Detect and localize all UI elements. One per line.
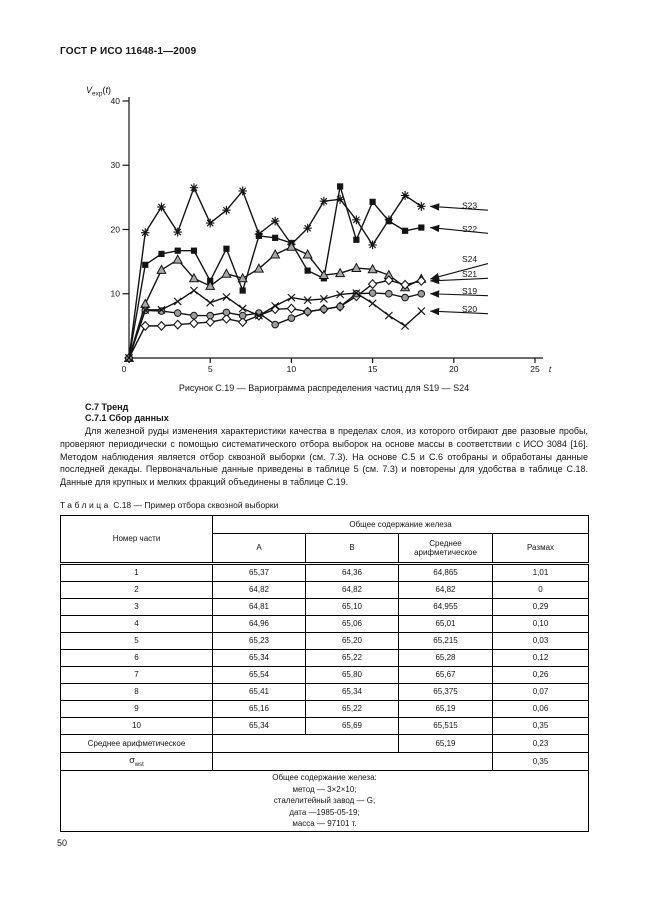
axis-labels: [86, 85, 552, 374]
circle-marker: [369, 290, 376, 297]
cell-value: 65,34: [213, 649, 306, 666]
cell-value: 65,01: [399, 615, 493, 632]
footer-mean-label: Среднее арифметическое: [61, 734, 213, 752]
table-caption: [60, 500, 588, 510]
series-label-S20: [430, 304, 488, 314]
cell-value: 65,375: [399, 683, 493, 700]
x-tick-label: 5: [207, 364, 213, 374]
circle-marker: [304, 308, 311, 315]
header-mean: Среднее арифметическое: [399, 533, 493, 563]
label-arrow: [430, 294, 488, 296]
table-footer-sigma-row: [61, 752, 589, 770]
asterisk-marker: [368, 241, 376, 250]
square-marker: [418, 224, 424, 230]
table-row: [61, 700, 589, 717]
header-part-number: Номер части: [61, 515, 213, 563]
series-label-text: S21: [462, 268, 478, 279]
triangle-marker: [222, 269, 231, 277]
cell-part-number: 10: [61, 717, 213, 734]
cell-part-number: 7: [61, 666, 213, 683]
footer-mean-value: 65,19: [399, 734, 493, 752]
diamond-marker: [369, 280, 377, 289]
circle-marker: [239, 312, 246, 319]
label-arrow: [430, 264, 488, 279]
circle-marker: [223, 309, 230, 316]
x-marker: [369, 300, 376, 307]
square-marker: [240, 287, 246, 293]
x-marker: [207, 299, 214, 306]
cell-value: 65,34: [213, 717, 306, 734]
asterisk-marker: [271, 217, 279, 226]
table-row: [61, 632, 589, 649]
series-line: [129, 280, 421, 358]
cell-value: 64,82: [306, 581, 399, 598]
cell-value: 65,16: [213, 700, 306, 717]
cell-part-number: 4: [61, 615, 213, 632]
cell-value: 64,96: [213, 615, 306, 632]
y-axis-title: $V_{exp}(t)$: [86, 85, 112, 98]
cell-value: 65,28: [399, 649, 493, 666]
x-tick-label: 20: [449, 364, 459, 374]
y-tick-label: 40: [110, 95, 120, 106]
page-number: 50: [57, 837, 68, 848]
x-tick-label: 0: [121, 364, 127, 374]
asterisk-marker: [174, 228, 182, 237]
circle-marker: [418, 290, 425, 297]
square-marker: [158, 251, 164, 257]
diamond-marker: [157, 322, 165, 331]
circle-marker: [386, 290, 393, 297]
asterisk-marker: [238, 187, 246, 196]
series-S21: [125, 276, 425, 362]
cell-value: 65,80: [306, 666, 399, 683]
cell-value: 0,35: [493, 717, 589, 734]
x-marker: [385, 312, 392, 319]
square-marker: [353, 237, 359, 243]
table-row: [61, 615, 589, 632]
table-note-line: Общее содержание железа:: [272, 772, 377, 782]
sigma-symbol: $\sigma_{wst}$: [129, 755, 144, 768]
square-marker: [386, 218, 392, 224]
cell-part-number: 5: [61, 632, 213, 649]
square-marker: [370, 199, 376, 205]
cell-value: 0: [493, 581, 589, 598]
asterisk-marker: [303, 224, 311, 233]
diamond-marker: [174, 320, 182, 329]
cell-value: 64,82: [399, 581, 493, 598]
square-marker: [256, 233, 262, 239]
triangle-marker: [303, 250, 312, 258]
cell-value: 65,23: [213, 632, 306, 649]
series-label-S24: [430, 254, 488, 279]
cell-part-number: 2: [61, 581, 213, 598]
cell-value: 65,41: [213, 683, 306, 700]
circle-marker: [174, 310, 181, 317]
y-tick-label: 20: [110, 224, 120, 235]
footer-sigma-range: 0,35: [493, 752, 589, 770]
cell-value: 65,37: [213, 563, 306, 581]
x-marker: [239, 305, 246, 312]
triangle-marker: [173, 255, 182, 263]
x-tick-label: 15: [367, 364, 378, 374]
label-arrow: [430, 206, 488, 210]
asterisk-marker: [190, 183, 198, 192]
footer-empty-ab: [213, 734, 399, 752]
body-paragraph: Для железной руды изменения характеристики качества в пределах слоя, из которого отбирают две разовые пробы, проверяют периодически с помощью систематического отбора выборок на основе массы в соответствии с ИСО 3084 [16]. Методом наблюдения является отбор сквозной выборки (см. 7.3). На основе С.5 и С.6 отобраны и обработаны данные последней декады. Первоначальные данные приведены в таблице 5 (см. 7.3) и повторены для удобства в таблице С.18. Данные для крупных и мелких фракций объединены в таблице С.19.: [60, 426, 588, 488]
circle-marker: [402, 294, 409, 301]
table-note-line: масса — 97101 т.: [292, 819, 357, 829]
square-marker: [142, 262, 148, 268]
cell-part-number: 1: [61, 563, 213, 581]
circle-marker: [321, 306, 328, 313]
cell-part-number: 8: [61, 683, 213, 700]
cell-value: 65,06: [306, 615, 399, 632]
cell-value: 65,10: [306, 598, 399, 615]
cell-value: 64,82: [213, 581, 306, 598]
diamond-marker: [190, 319, 198, 328]
cell-value: 65,20: [306, 632, 399, 649]
series-label-text: S24: [462, 254, 478, 265]
series-label-text: S22: [462, 223, 478, 234]
square-marker: [223, 246, 229, 252]
header-range: Размах: [493, 533, 589, 563]
cell-value: 0,26: [493, 666, 589, 683]
y-tick-label: 10: [110, 288, 120, 299]
cell-value: 65,54: [213, 666, 306, 683]
cell-value: 65,19: [399, 700, 493, 717]
series-line: [129, 186, 421, 358]
square-marker: [272, 235, 278, 241]
cell-value: 64,955: [399, 598, 493, 615]
square-marker: [175, 248, 181, 254]
circle-marker: [272, 321, 279, 328]
circle-marker: [191, 312, 198, 319]
series-label-S21: [430, 269, 488, 281]
x-tick-label: 25: [530, 364, 540, 374]
triangle-marker: [352, 264, 361, 272]
table-caption-title: — Пример отбора сквозной выборки: [133, 499, 279, 510]
header-group: Общее содержание железа: [213, 515, 589, 533]
diamond-marker: [287, 304, 295, 313]
doc-header: ГОСТ Р ИСО 11648-1—2009: [60, 46, 197, 57]
asterisk-marker: [352, 215, 360, 224]
cell-value: 0,10: [493, 615, 589, 632]
table-row: [61, 717, 589, 734]
cell-value: 0,29: [493, 598, 589, 615]
cell-value: 0,12: [493, 649, 589, 666]
cell-value: 1,01: [493, 563, 589, 581]
cell-value: 64,36: [306, 563, 399, 581]
series-label-text: S19: [462, 286, 478, 297]
series-label-text: S23: [462, 200, 478, 211]
asterisk-marker: [401, 191, 409, 200]
figure-caption: Рисунок С.19 — Вариограмма распределения частиц для S19 — S24: [178, 383, 470, 393]
footer-mean-range: 0,23: [493, 734, 589, 752]
cell-value: 65,22: [306, 649, 399, 666]
table-note-cell: [61, 770, 589, 831]
table-c18: [60, 515, 589, 832]
cell-value: 64,81: [213, 598, 306, 615]
cell-part-number: 3: [61, 598, 213, 615]
cell-value: 65,69: [306, 717, 399, 734]
table-note-line: метод — 3×2×10;: [292, 784, 357, 794]
table-caption-word: Таблица: [60, 499, 111, 510]
variogram-chart: [60, 81, 590, 381]
table-footer-mean-row: [61, 734, 589, 752]
y-tick-label: 30: [110, 160, 120, 171]
label-arrow: [430, 278, 488, 281]
table-note-line: дата —1985-05-19;: [289, 807, 360, 817]
sigma-subscript: wst: [134, 761, 144, 768]
footer-sigma-label: [61, 752, 213, 770]
asterisk-marker: [157, 203, 165, 212]
cell-value: 64,865: [399, 563, 493, 581]
circle-marker: [337, 303, 344, 310]
circle-marker: [207, 312, 214, 319]
circle-marker: [288, 315, 295, 322]
table-note-row: [61, 770, 589, 831]
asterisk-marker: [141, 228, 149, 237]
footer-empty-span: [213, 752, 493, 770]
cell-part-number: 6: [61, 649, 213, 666]
table-row: [61, 666, 589, 683]
table-row: [61, 581, 589, 598]
cell-value: 65,515: [399, 717, 493, 734]
series-label-S19: [430, 286, 488, 296]
x-tick-label: 10: [286, 364, 297, 374]
square-marker: [191, 248, 197, 254]
square-marker: [337, 183, 343, 189]
subsection-heading: С.7.1 Сбор данных: [85, 413, 169, 423]
cell-value: 65,67: [399, 666, 493, 683]
label-arrow: [430, 311, 488, 314]
asterisk-marker: [417, 202, 425, 211]
triangle-marker: [271, 250, 280, 258]
header-a: А: [213, 533, 306, 563]
asterisk-marker: [206, 219, 214, 228]
table-header-row-1: [61, 515, 589, 533]
cell-value: 0,03: [493, 632, 589, 649]
table-caption-number: С.18: [113, 499, 132, 510]
cell-value: 0,07: [493, 683, 589, 700]
table-note-line: сталелитейный завод — G;: [273, 796, 376, 806]
cell-part-number: 9: [61, 700, 213, 717]
x-marker: [174, 298, 181, 305]
x-marker: [418, 307, 425, 314]
x-axis-title: t: [548, 364, 552, 374]
asterisk-marker: [320, 197, 328, 206]
square-marker: [305, 268, 311, 274]
cell-value: 65,215: [399, 632, 493, 649]
cell-value: 0,06: [493, 700, 589, 717]
series-label-S22: [430, 224, 488, 234]
cell-value: 65,22: [306, 700, 399, 717]
series-S24: [125, 242, 426, 361]
asterisk-marker: [222, 206, 230, 215]
x-marker: [401, 322, 408, 329]
table-row: [61, 649, 589, 666]
label-arrow: [430, 228, 488, 234]
x-marker: [190, 287, 197, 294]
series-label-text: S20: [462, 304, 478, 315]
square-marker: [402, 228, 408, 234]
diamond-marker: [141, 322, 149, 331]
table-row: [61, 683, 589, 700]
table-body: [61, 563, 589, 734]
cell-value: 65,34: [306, 683, 399, 700]
table-row: [61, 598, 589, 615]
section-heading: С.7 Тренд: [85, 402, 129, 412]
series-label-S23: [430, 201, 488, 211]
diamond-marker: [417, 277, 425, 286]
table-row: [61, 563, 589, 581]
header-b: В: [306, 533, 399, 563]
triangle-marker: [157, 265, 166, 273]
x-marker: [223, 293, 230, 300]
